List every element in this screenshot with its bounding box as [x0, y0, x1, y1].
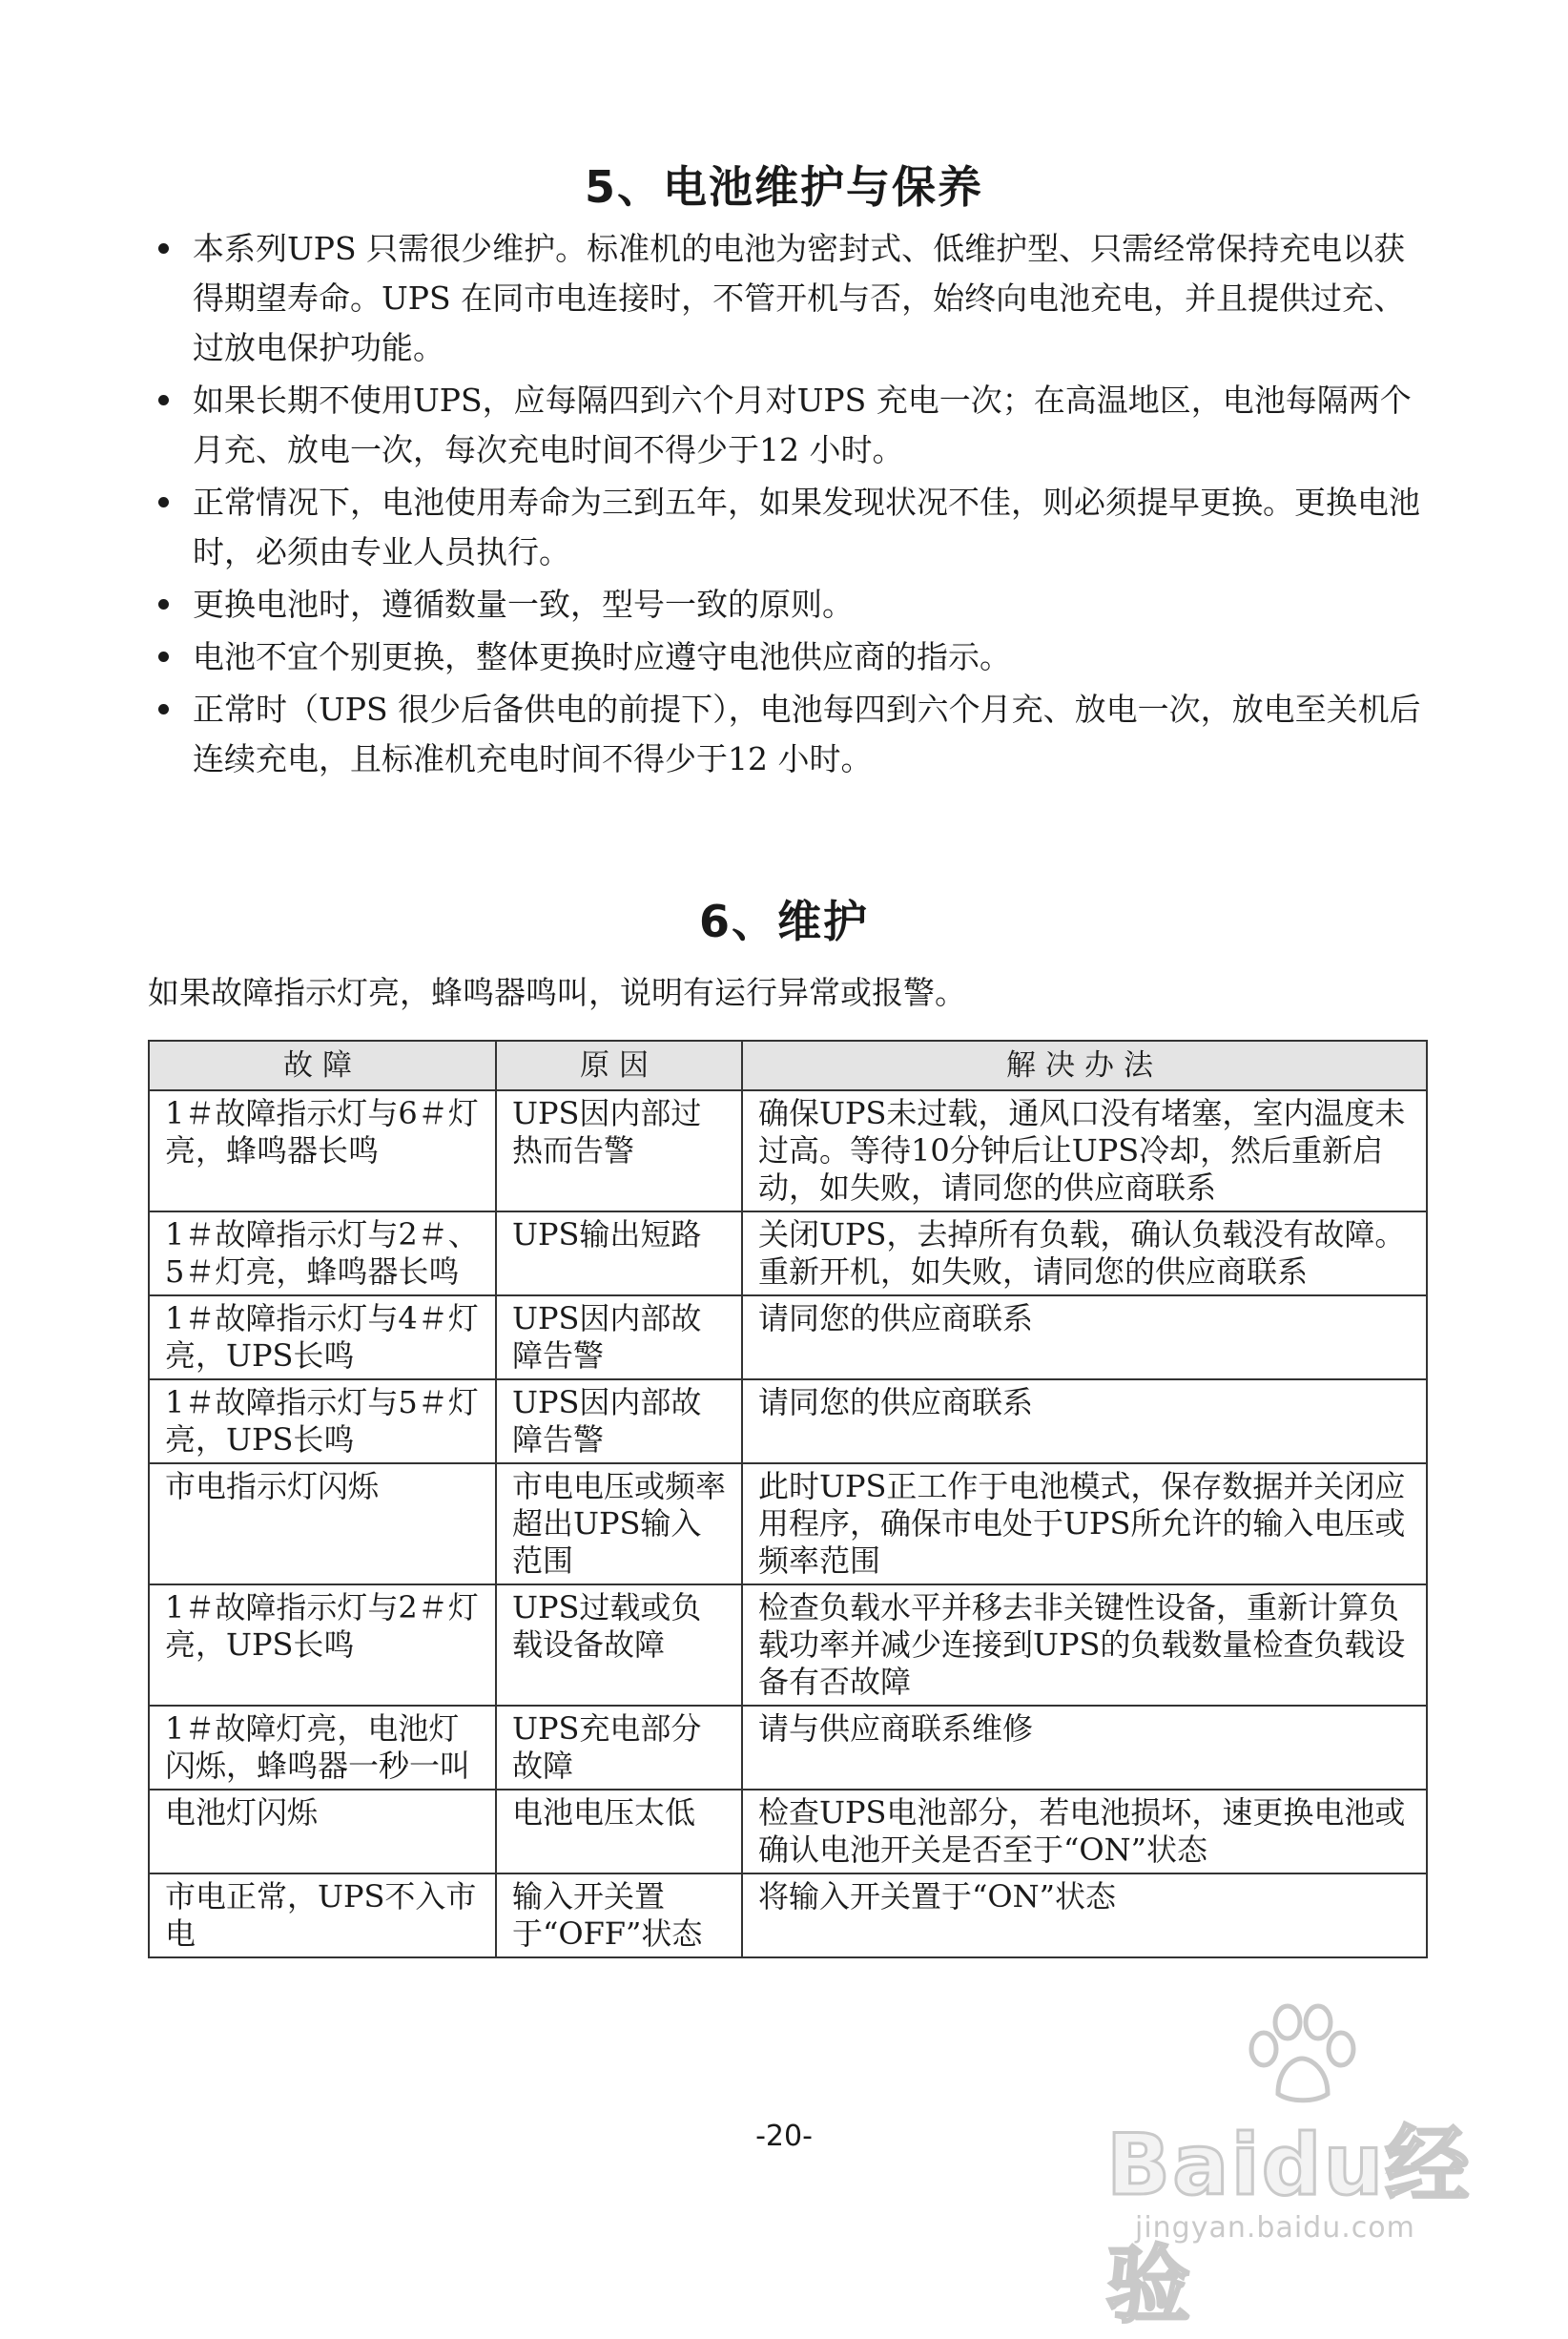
header-solution: 解决办法: [742, 1041, 1427, 1090]
fault-cell: 市电正常，UPS不入市电: [149, 1873, 496, 1957]
solution-cell: 检查UPS电池部分，若电池损坏，速更换电池或确认电池开关是否至于“ON”状态: [742, 1790, 1427, 1873]
cause-cell: UPS因内部过热而告警: [496, 1090, 742, 1211]
cause-cell: UPS充电部分故障: [496, 1706, 742, 1790]
table-row: [149, 1584, 1427, 1706]
list-item-text: 正常时（UPS 很少后备供电的前提下），电池每四到六个月充、放电一次，放电至关机后连续充电，且标准机充电时间不得少于12 小时。: [193, 691, 1421, 777]
bullet-dot-icon: [158, 497, 169, 507]
list-item: [153, 224, 1431, 373]
list-item-text: 如果长期不使用UPS，应每隔四到六个月对UPS 充电一次；在高温地区，电池每隔两个月充、放电一次，每次充电时间不得少于12 小时。: [193, 382, 1412, 468]
list-item-text: 更换电池时，遵循数量一致，型号一致的原则。: [193, 586, 854, 623]
fault-cell: 1＃故障指示灯与5＃灯亮，UPS长鸣: [149, 1379, 496, 1463]
table-row: [149, 1790, 1427, 1873]
fault-table: [148, 1040, 1428, 1958]
section-6-title: 6、维护: [698, 896, 869, 947]
bullet-dot-icon: [158, 599, 169, 610]
list-item-text: 正常情况下，电池使用寿命为三到五年，如果发现状况不佳，则必须提早更换。更换电池时，必须由专业人员执行。: [193, 484, 1420, 570]
list-item: [153, 685, 1431, 784]
table-header-row: [149, 1041, 1427, 1090]
fault-cell: 市电指示灯闪烁: [149, 1463, 496, 1584]
fault-cell: 电池灯闪烁: [149, 1790, 496, 1873]
table-row: [149, 1295, 1427, 1379]
bullet-dot-icon: [158, 704, 169, 714]
fault-cell: 1＃故障灯亮，电池灯闪烁，蜂鸣器一秒一叫: [149, 1706, 496, 1790]
table-row: [149, 1211, 1427, 1295]
fault-cell: 1＃故障指示灯与6＃灯亮，蜂鸣器长鸣: [149, 1090, 496, 1211]
list-item: [153, 478, 1431, 577]
solution-cell: 将输入开关置于“ON”状态: [742, 1873, 1427, 1957]
fault-cell: 1＃故障指示灯与2＃、5＃灯亮，蜂鸣器长鸣: [149, 1211, 496, 1295]
list-item: [153, 376, 1431, 475]
header-cause: 原因: [496, 1041, 742, 1090]
bullet-dot-icon: [158, 243, 169, 254]
battery-maintenance-list: [153, 224, 1431, 787]
cause-cell: UPS过载或负载设备故障: [496, 1584, 742, 1706]
fault-cell: 1＃故障指示灯与2＃灯亮，UPS长鸣: [149, 1584, 496, 1706]
bullet-dot-icon: [158, 395, 169, 405]
table-row: [149, 1090, 1427, 1211]
solution-cell: 此时UPS正工作于电池模式，保存数据并关闭应用程序，确保市电处于UPS所允许的输入电压或频率范围: [742, 1463, 1427, 1584]
solution-cell: 请与供应商联系维修: [742, 1706, 1427, 1790]
table-row: [149, 1706, 1427, 1790]
list-item-text: 本系列UPS 只需很少维护。标准机的电池为密封式、低维护型、只需经常保持充电以获得期望寿命。UPS 在同市电连接时，不管开机与否，始终向电池充电，并且提供过充、过放电保护功能。: [193, 230, 1406, 366]
watermark-url: jingyan.baidu.com: [1135, 2211, 1415, 2245]
table-row: [149, 1379, 1427, 1463]
bullet-dot-icon: [158, 652, 169, 662]
solution-cell: 请同您的供应商联系: [742, 1379, 1427, 1463]
solution-cell: 关闭UPS，去掉所有负载，确认负载没有故障。重新开机，如失败，请同您的供应商联系: [742, 1211, 1427, 1295]
table-row: [149, 1463, 1427, 1584]
solution-cell: 确保UPS未过载，通风口没有堵塞，室内温度未过高。等待10分钟后让UPS冷却，然后重新启动，如失败，请同您的供应商联系: [742, 1090, 1427, 1211]
page-number: -20-: [755, 2120, 813, 2153]
cause-cell: UPS输出短路: [496, 1211, 742, 1295]
section-5-title: 5、电池维护与保养: [584, 161, 983, 213]
maintenance-intro: 如果故障指示灯亮，蜂鸣器鸣叫，说明有运行异常或报警。: [148, 974, 966, 1011]
cause-cell: 电池电压太低: [496, 1790, 742, 1873]
list-item-text: 电池不宜个别更换，整体更换时应遵守电池供应商的指示。: [193, 638, 1011, 675]
cause-cell: UPS因内部故障告警: [496, 1379, 742, 1463]
paw-icon: [1240, 2003, 1364, 2108]
list-item: [153, 580, 1431, 630]
table-row: [149, 1873, 1427, 1957]
watermark-brand: Baidu经验: [1106, 2116, 1472, 2334]
cause-cell: 市电电压或频率超出UPS输入范围: [496, 1463, 742, 1584]
list-item: [153, 632, 1431, 682]
solution-cell: 检查负载水平并移去非关键性设备，重新计算负载功率并减少连接到UPS的负载数量检查负载设备有否故障: [742, 1584, 1427, 1706]
baidu-jingyan-watermark: [1097, 2003, 1545, 2334]
cause-cell: 输入开关置于“OFF”状态: [496, 1873, 742, 1957]
fault-cell: 1＃故障指示灯与4＃灯亮，UPS长鸣: [149, 1295, 496, 1379]
solution-cell: 请同您的供应商联系: [742, 1295, 1427, 1379]
header-fault: 故障: [149, 1041, 496, 1090]
cause-cell: UPS因内部故障告警: [496, 1295, 742, 1379]
